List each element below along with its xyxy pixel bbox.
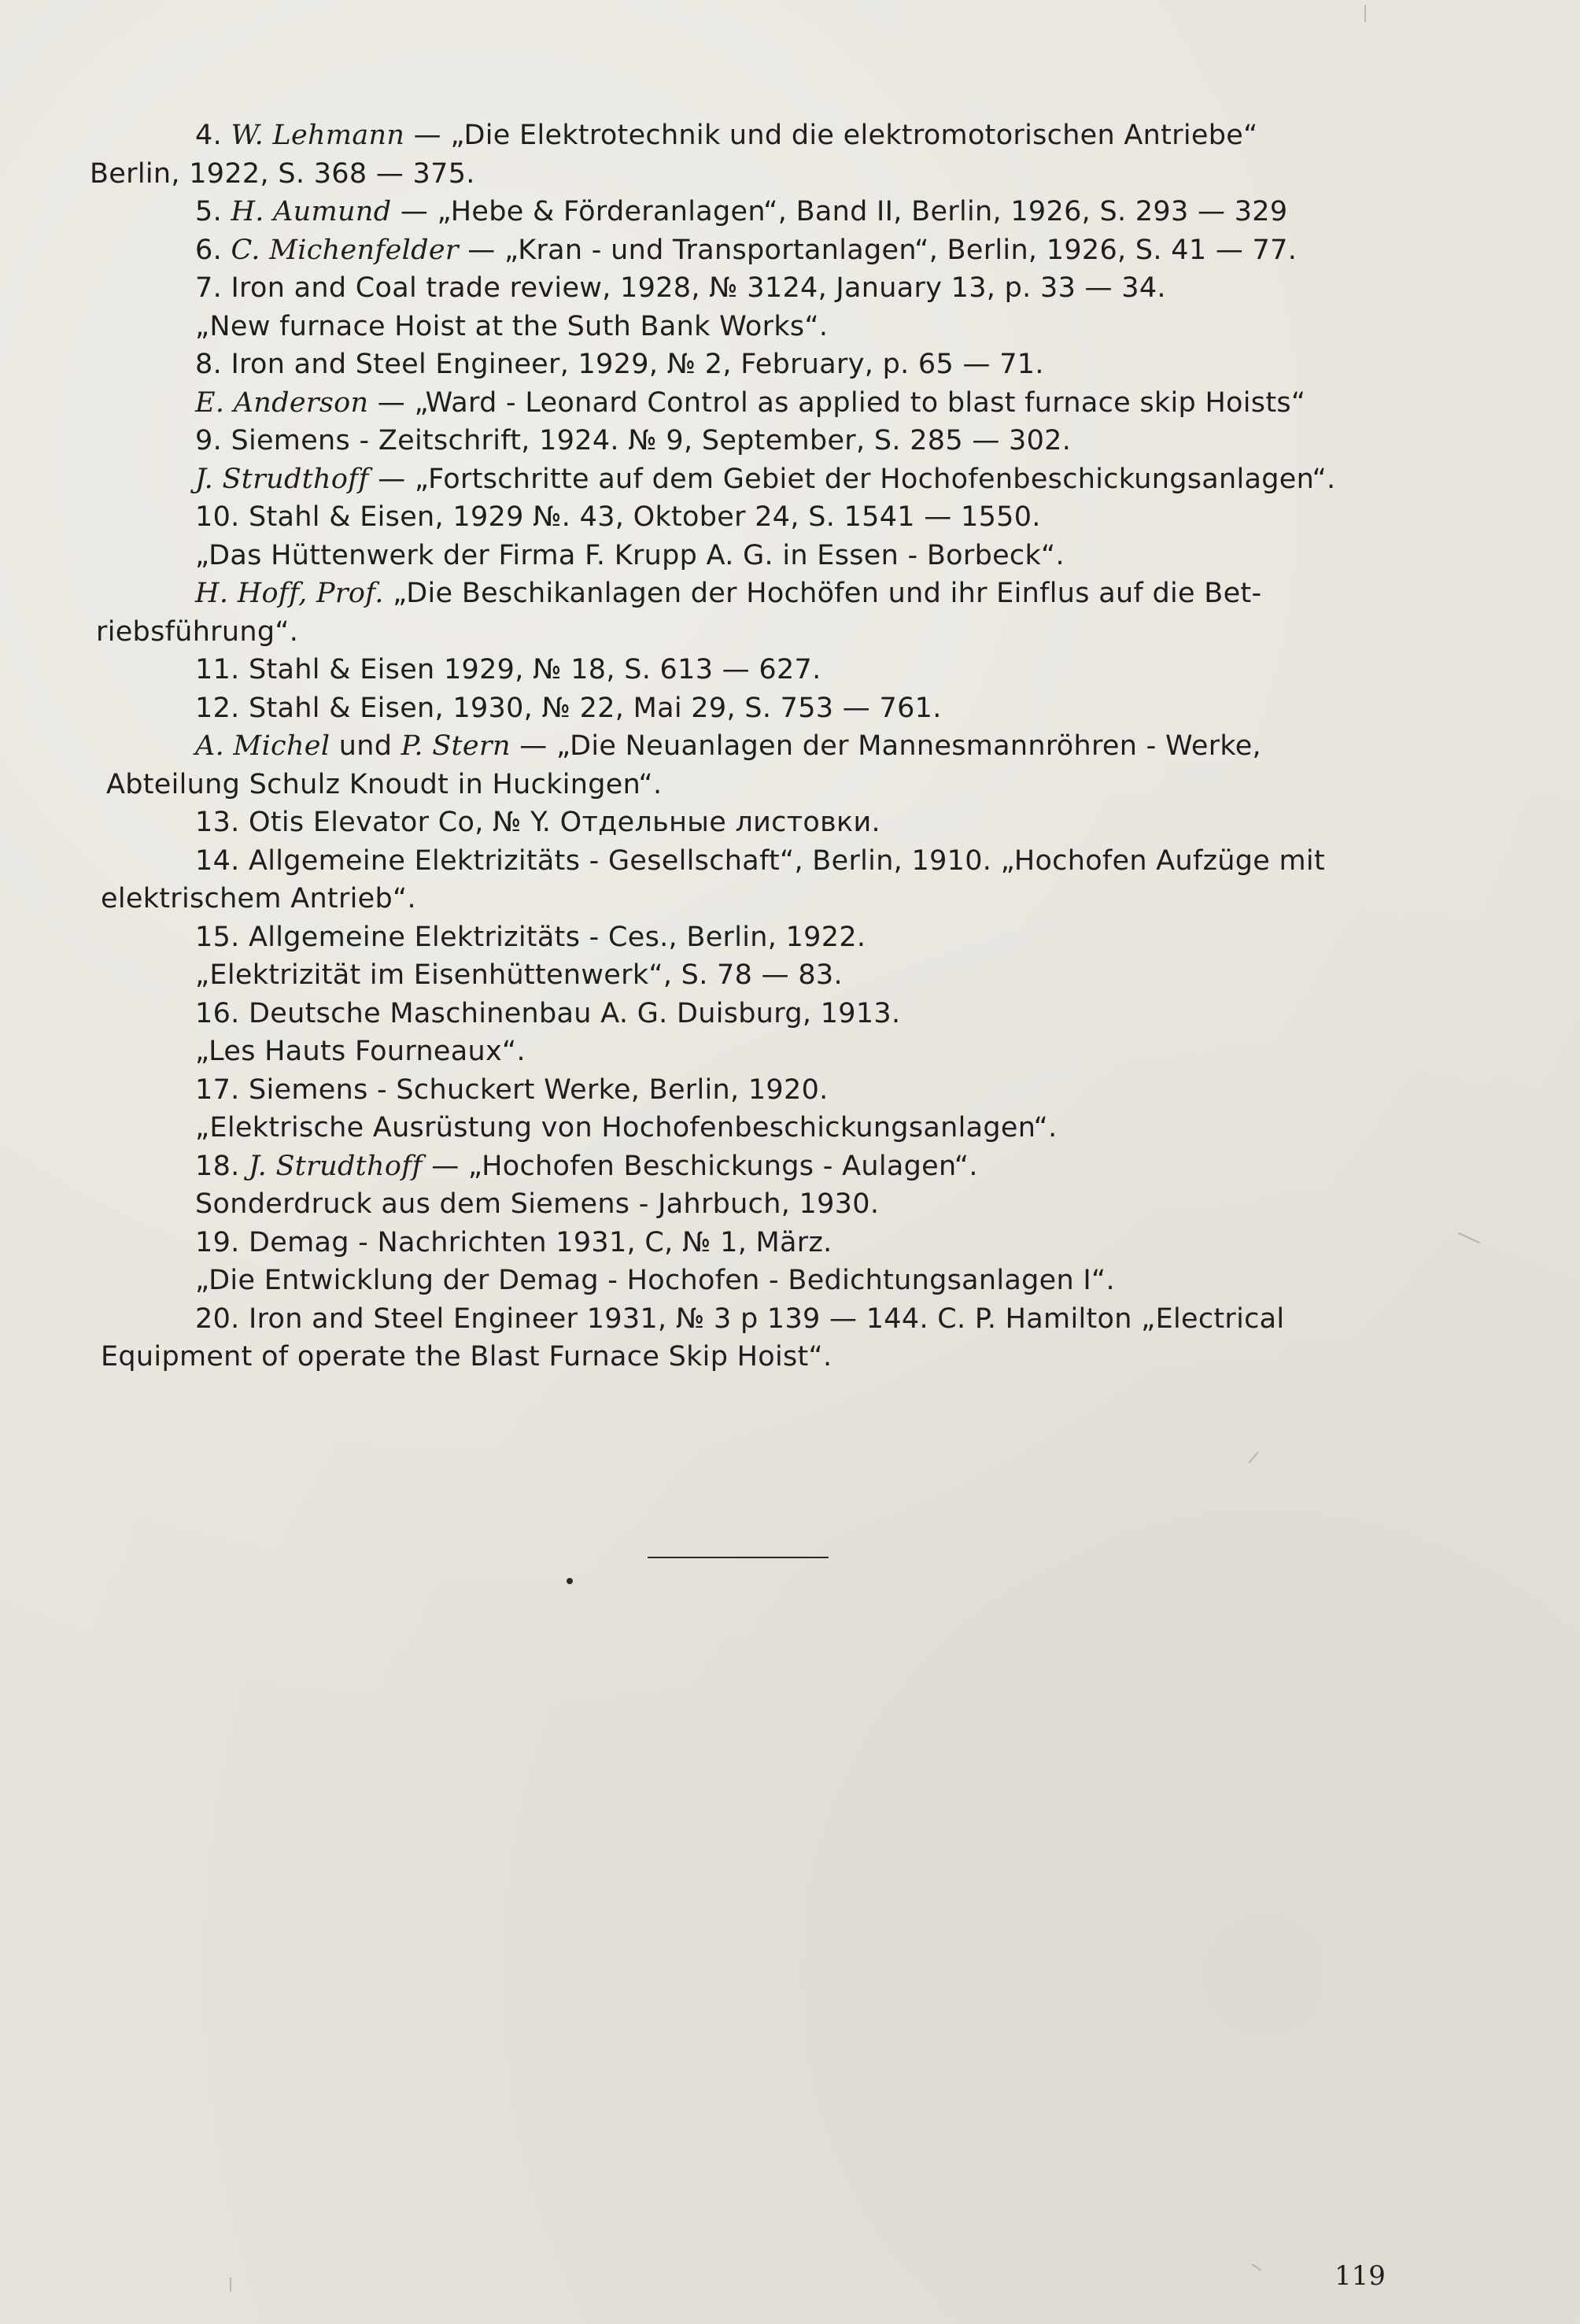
author-name: A. Michel	[195, 730, 330, 762]
reference-11: 11. Stahl & Eisen 1929, № 18, S. 613 — 627.	[195, 654, 821, 685]
reference-12: 12. Stahl & Eisen, 1930, № 22, Mai 29, S. 753 — 761.	[195, 692, 942, 724]
reference-6: 6. C. Michenfelder — „Kran - und Transportanlagen“, Berlin, 1926, S. 41 — 77.	[195, 234, 1298, 266]
ink-dot	[567, 1578, 573, 1584]
reference-8: 8. Iron and Steel Engineer, 1929, № 2, February, p. 65 — 71.	[195, 349, 1044, 380]
reference-4: 4. W. Lehmann — „Die Elektrotechnik und die elektromotorischen Antriebe“	[195, 120, 1258, 151]
reference-7-title: „New furnace Hoist at the Suth Bank Works“.	[195, 310, 829, 342]
reference-5: 5. H. Aumund — „Hebe & Förderanlagen“, Band II, Berlin, 1926, S. 293 — 329	[195, 196, 1288, 227]
reference-10-title: „Das Hüttenwerk der Firma F. Krupp A. G. in Essen - Borbeck“.	[195, 539, 1065, 571]
reference-14: 14. Allgemeine Elektrizitäts - Gesellschaft“, Berlin, 1910. „Hochofen Aufzüge mit	[195, 844, 1325, 877]
reference-15-title: „Elektrizität im Eisenhüttenwerk“, S. 78 — 83.	[195, 959, 843, 991]
author-name: P. Stern	[401, 730, 511, 762]
reference-10: 10. Stahl & Eisen, 1929 №. 43, Oktober 24, S. 1541 — 1550.	[195, 501, 1041, 533]
reference-17-title: „Elektrische Ausrüstung von Hochofenbeschickungsanlagen“.	[195, 1112, 1058, 1144]
reference-14-continued: elektrischem Antrieb“.	[101, 883, 416, 914]
reference-9: 9. Siemens - Zeitschrift, 1924. № 9, September, S. 285 — 302.	[195, 425, 1072, 456]
reference-18: 18. J. Strudthoff — „Hochofen Beschickungs - Aulagen“.	[195, 1150, 978, 1182]
reference-8-article: E. Anderson — „Ward - Leonard Control as applied to blast furnace skip Hoists“	[195, 386, 1306, 419]
author-name: H. Hoff, Prof.	[195, 578, 384, 609]
reference-12-article: A. Michel und P. Stern — „Die Neuanlagen der Mannesmannröhren - Werke,	[195, 730, 1261, 762]
author-name: C. Michenfelder	[231, 234, 459, 266]
reference-9-article: J. Strudthoff — „Fortschritte auf dem Gebiet der Hochofenbeschickungsanlagen“.	[195, 463, 1336, 495]
author-name: J. Strudthoff	[195, 463, 369, 495]
author-name: E. Anderson	[195, 386, 369, 419]
reference-15: 15. Allgemeine Elektrizitäts - Ces., Berlin, 1922.	[195, 921, 866, 953]
section-divider	[648, 1557, 829, 1558]
author-name: J. Strudthoff	[249, 1150, 423, 1182]
reference-list	[90, 116, 1408, 1376]
author-name: W. Lehmann	[231, 120, 405, 151]
reference-16-title: „Les Hauts Fourneaux“.	[195, 1036, 526, 1067]
reference-7: 7. Iron and Coal trade review, 1928, № 3124, January 13, p. 33 — 34.	[195, 272, 1166, 304]
reference-12-continued: Abteilung Schulz Knoudt in Huckingen“.	[106, 768, 663, 800]
reference-18-source: Sonderdruck aus dem Siemens - Jahrbuch, 1930.	[195, 1188, 880, 1220]
reference-17: 17. Siemens - Schuckert Werke, Berlin, 1920.	[195, 1073, 829, 1106]
reference-10-continued: riebsführung“.	[96, 615, 299, 648]
reference-4-continued: Berlin, 1922, S. 368 — 375.	[90, 157, 475, 190]
reference-20: 20. Iron and Steel Engineer 1931, № 3 p 139 — 144. C. P. Hamilton „Electrical	[195, 1302, 1285, 1335]
reference-19-title: „Die Entwicklung der Demag - Hochofen - Bedichtungsanlagen I“.	[195, 1265, 1115, 1296]
reference-20-continued: Equipment of operate the Blast Furnace Skip Hoist“.	[101, 1341, 832, 1373]
reference-16: 16. Deutsche Maschinenbau A. G. Duisburg, 1913.	[195, 997, 901, 1029]
reference-13: 13. Otis Elevator Co, № Y. Отдельные листовки.	[195, 807, 880, 838]
reference-10-article: H. Hoff, Prof. „Die Beschikanlagen der Hochöfen und ihr Einflus auf die Bet-	[195, 578, 1262, 609]
reference-19: 19. Demag - Nachrichten 1931, C, № 1, März.	[195, 1226, 832, 1258]
author-name: H. Aumund	[231, 196, 392, 227]
page-number: 119	[1335, 2260, 1386, 2292]
